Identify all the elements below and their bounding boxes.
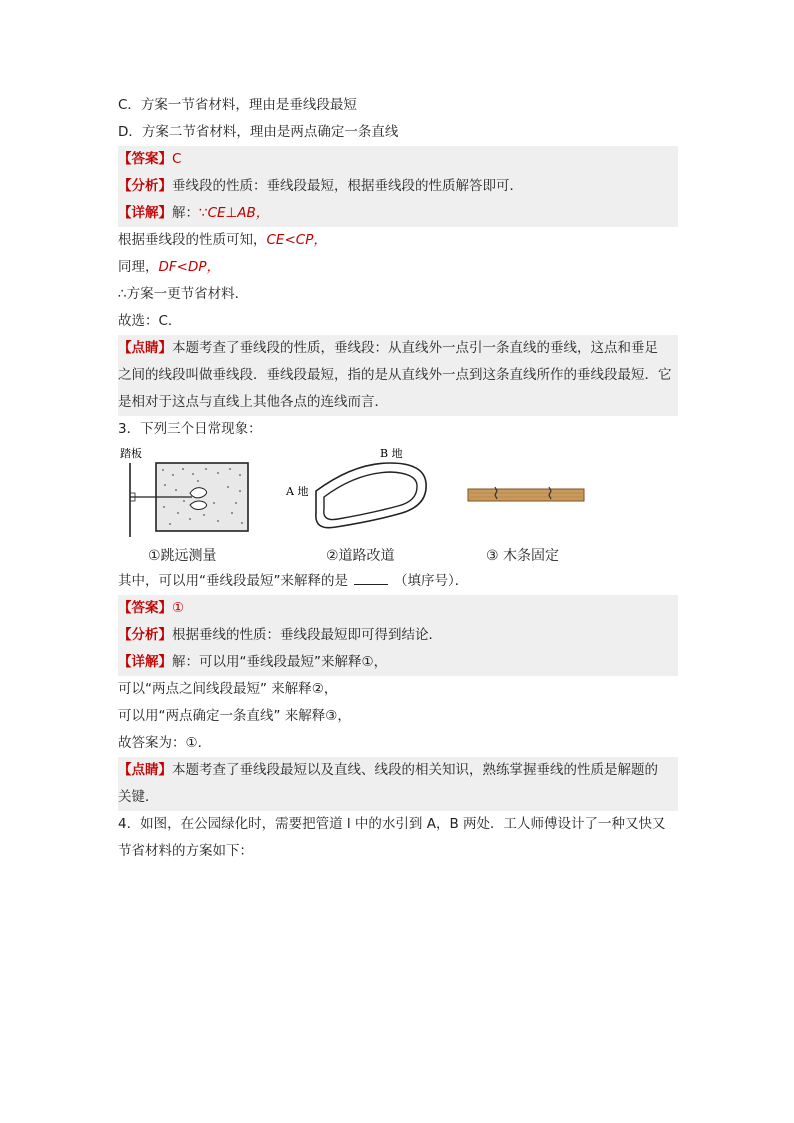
analysis-text: 垂线段的性质：垂线段最短，根据垂线段的性质解答即可． [172, 178, 523, 194]
analysis-tag: 【分析】 [118, 178, 172, 194]
caption-1: ①跳远测量 [148, 548, 217, 564]
detail-text: 解： [172, 205, 199, 221]
comment-tag: 【点睛】 [118, 762, 172, 778]
answer-value: ① [172, 600, 185, 616]
road-figure [284, 443, 444, 543]
question-text: 其中，可以用“垂线段最短”来解释的是 [118, 573, 348, 589]
detail-tag: 【详解】 [118, 205, 172, 221]
q2-line2 [118, 227, 678, 254]
option-d: D．方案二节省材料，理由是两点确定一条直线 [118, 124, 399, 140]
wood-strip-figure [466, 481, 588, 511]
question-suffix: （填序号）． [394, 573, 469, 589]
document-page [118, 92, 678, 865]
q3-question [118, 568, 678, 595]
caption-3: ③ 木条固定 [486, 548, 560, 564]
answer-tag: 【答案】 [118, 600, 172, 616]
detail-math: ∵CE⊥AB， [199, 205, 270, 221]
comment-line-1: 本题考查了垂线段最短以及直线、线段的相关知识，熟练掌握垂线的性质是解题的 [172, 762, 658, 778]
detail-line-1: 解：可以用“垂线段最短”来解释①， [172, 654, 388, 670]
line3-text: 同理， [118, 259, 159, 275]
q4-line-2: 节省材料的方案如下： [118, 843, 253, 859]
line2-math: CE<CP， [266, 232, 327, 248]
q3-answer [118, 595, 678, 622]
a-label: A 地 [286, 485, 309, 498]
q2-answer [118, 146, 678, 173]
analysis-tag: 【分析】 [118, 627, 172, 643]
q2-line5: 故选：C． [118, 313, 182, 329]
answer-blank[interactable] [354, 570, 388, 585]
caption-2: ②道路改道 [326, 548, 395, 564]
q2-analysis [118, 173, 678, 200]
q3-analysis [118, 622, 678, 649]
q2-comment-3: 是相对于这点与直线上其他各点的连线而言． [118, 389, 678, 416]
q4-line-1: 4．如图，在公园绿化时，需要把管道 l 中的水引到 A，B 两处．工人师傅设计了一种又快又 [118, 816, 666, 832]
q2-comment [118, 335, 678, 362]
q2-line3 [118, 254, 678, 281]
b-label: B 地 [380, 447, 403, 460]
q2-comment-2: 之间的线段叫做垂线段．垂线段最短，指的是从直线外一点到这条直线所作的垂线段最短．它 [118, 362, 678, 389]
long-jump-figure [118, 445, 258, 543]
q3-detail-2: 可以“两点之间线段最短” 来解释②， [118, 681, 338, 697]
q3-detail [118, 649, 678, 676]
comment-tag: 【点睛】 [118, 340, 172, 356]
board-label: 踏板 [120, 447, 142, 460]
q3-detail-3: 可以用“两点确定一条直线” 来解释③， [118, 708, 351, 724]
answer-value: C [172, 151, 182, 167]
q2-line4: ∴方案一更节省材料． [118, 286, 249, 302]
option-c: C．方案一节省材料，理由是垂线段最短 [118, 97, 357, 113]
q3-detail-4: 故答案为：①． [118, 735, 212, 751]
q3-comment-2: 关键． [118, 784, 678, 811]
line3-math: DF<DP， [158, 259, 221, 275]
analysis-text: 根据垂线的性质：垂线段最短即可得到结论． [172, 627, 442, 643]
q3-stem: 3．下列三个日常现象： [118, 421, 262, 437]
line2-text: 根据垂线段的性质可知， [118, 232, 267, 248]
q2-detail [118, 200, 678, 227]
detail-tag: 【详解】 [118, 654, 172, 670]
q3-figures [118, 443, 678, 568]
q3-comment [118, 757, 678, 784]
answer-tag: 【答案】 [118, 151, 172, 167]
comment-line-1: 本题考查了垂线段的性质，垂线段：从直线外一点引一条直线的垂线，这点和垂足 [172, 340, 658, 356]
